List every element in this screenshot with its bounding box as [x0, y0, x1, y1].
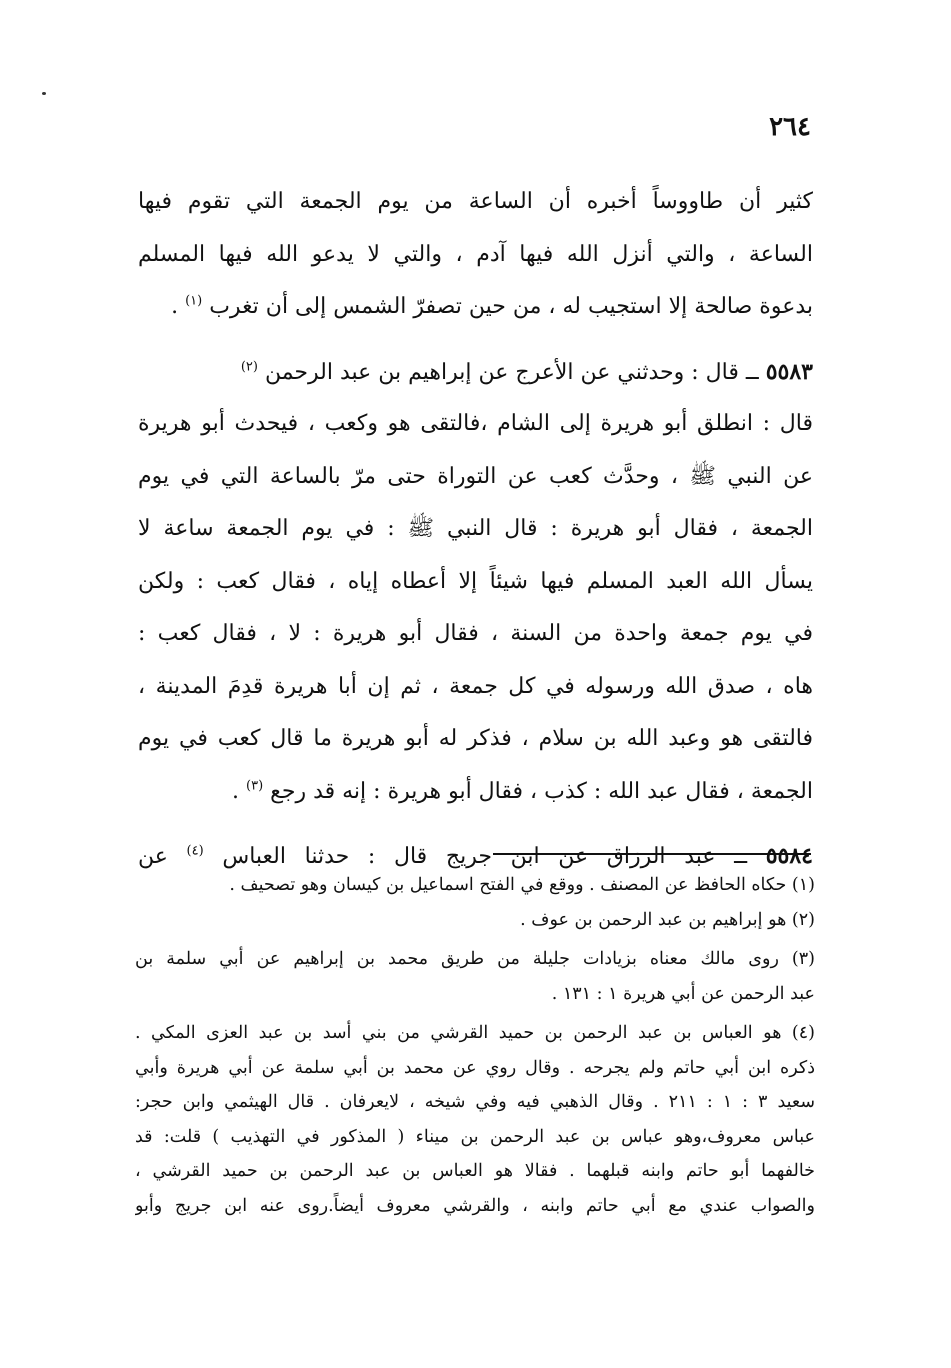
hadith-number: ٥٥٨٤ [765, 843, 813, 869]
text-line: بدعوة صالحة إلا استجيب له ، من حين تصفرّ الشمس إلى أن تغرب $^{(١)}$ . [171, 293, 813, 319]
hadith-5584-heading: ٥٥٨٤ ــ عبد الرزاق عن ابن جريج قال : حدثنا العباس $^{(٤)}$ عن [138, 843, 813, 869]
text-line: هاه ، صدق الله ورسوله في كل جمعة ، ثم إن أبا هريرة قدِمَ المدينة ، [138, 673, 813, 699]
footnote-marker: (٣) [246, 778, 264, 794]
footnote-2: (٢) هو إبراهيم بن عبد الرحمن بن عوف . [520, 909, 815, 930]
footnote-marker: (٤) [186, 843, 204, 859]
footnote-4-cont: عباس معروف،وهو عباس بن عبد الرحمن بن ميناء ( المذكور في التهذيب ) قلت: قد [135, 1126, 815, 1147]
footnotes [135, 868, 815, 1223]
text-line: الساعة ، والتي أنزل الله فيها آدم ، والتي لا يدعو الله فيها المسلم [138, 241, 813, 267]
text-line: الجمعة ، فقال أبو هريرة : قال النبي ﷺ : في يوم الجمعة ساعة لا [138, 516, 813, 541]
footnote-4: (٤) هو العباس بن عبد الرحمن بن حميد القرشي من بني أسد بن عبد العزى المكي . [135, 1023, 815, 1043]
text-line: كثير أن طاووساً أخبره أن الساعة من يوم الجمعة التي تقوم فيها [138, 189, 813, 214]
text-line: فالتقى هو وعبد الله بن سلام ، فذكر له أبو هريرة ما قال كعب في يوم [138, 726, 813, 751]
footnote-marker: (١) [185, 293, 203, 309]
scan-speck [42, 92, 46, 95]
footnote-marker: (٢) [240, 359, 258, 375]
footnote-4-cont: ذكره ابن أبي حاتم ولم يجرحه . وقال روي عن محمد بن أبي سلمة عن أبي هريرة وأبي [135, 1057, 815, 1078]
text-line: قال : انطلق أبو هريرة إلى الشام ،فالتقى هو وكعب ، فيحدث أبو هريرة [138, 411, 813, 436]
footnote-3-cont: عبد الرحمن عن أبي هريرة ١ : ١٣١ . [551, 983, 815, 1004]
text-line: الجمعة ، فقال عبد الله : كذب ، فقال أبو هريرة : إنه قد رجع $^{(٣)}$ . [232, 778, 813, 804]
footnote-4-cont: خالفهما أبو حاتم وابنه قبلهما . فقالا هو العباس بن عبد الرحمن بن حميد القرشي ، [135, 1161, 815, 1181]
footnote-3: (٣) روى مالك معناه بزيادات جليلة من طريق محمد بن إبراهيم عن أبي سلمة بن [135, 949, 815, 969]
text-line: في يوم جمعة واحدة من السنة ، فقال أبو هريرة : لا ، فقال كعب : [138, 621, 813, 646]
text-line: يسأل الله العبد المسلم فيها شيئاً إلا أعطاه إياه ، فقال كعب : ولكن [138, 568, 813, 594]
footnote-divider [493, 853, 811, 855]
text-line: عن النبي ﷺ ، وحدَّث كعب عن التوراة حتى مرّ بالساعة التي في يوم [138, 463, 813, 489]
page-number: ٢٦٤ [769, 112, 811, 142]
hadith-5583-heading: ٥٥٨٣ ــ قال : وحدثني عن الأعرج عن إبراهيم بن عبد الرحمن $^{(٢)}$ [240, 358, 813, 385]
hadith-number: ٥٥٨٣ [765, 358, 813, 385]
footnote-4-cont: سعيد ٣ : ١ : ٢١١ . وقال الذهبي فيه وفي شيخه ، لايعرفان . قال الهيثمي وابن حجر: [135, 1092, 815, 1112]
footnote-1: (١) حكاه الحافظ عن المصنف . ووقع في الفتح اسماعيل بن كيسان وهو تصحيف . [229, 875, 815, 895]
main-text [138, 176, 813, 883]
footnote-4-cont: والصواب عندي مع أبي حاتم وابنه ، والقرشي معروف أيضاً.روى عنه ابن جريج وأبو [135, 1195, 815, 1216]
